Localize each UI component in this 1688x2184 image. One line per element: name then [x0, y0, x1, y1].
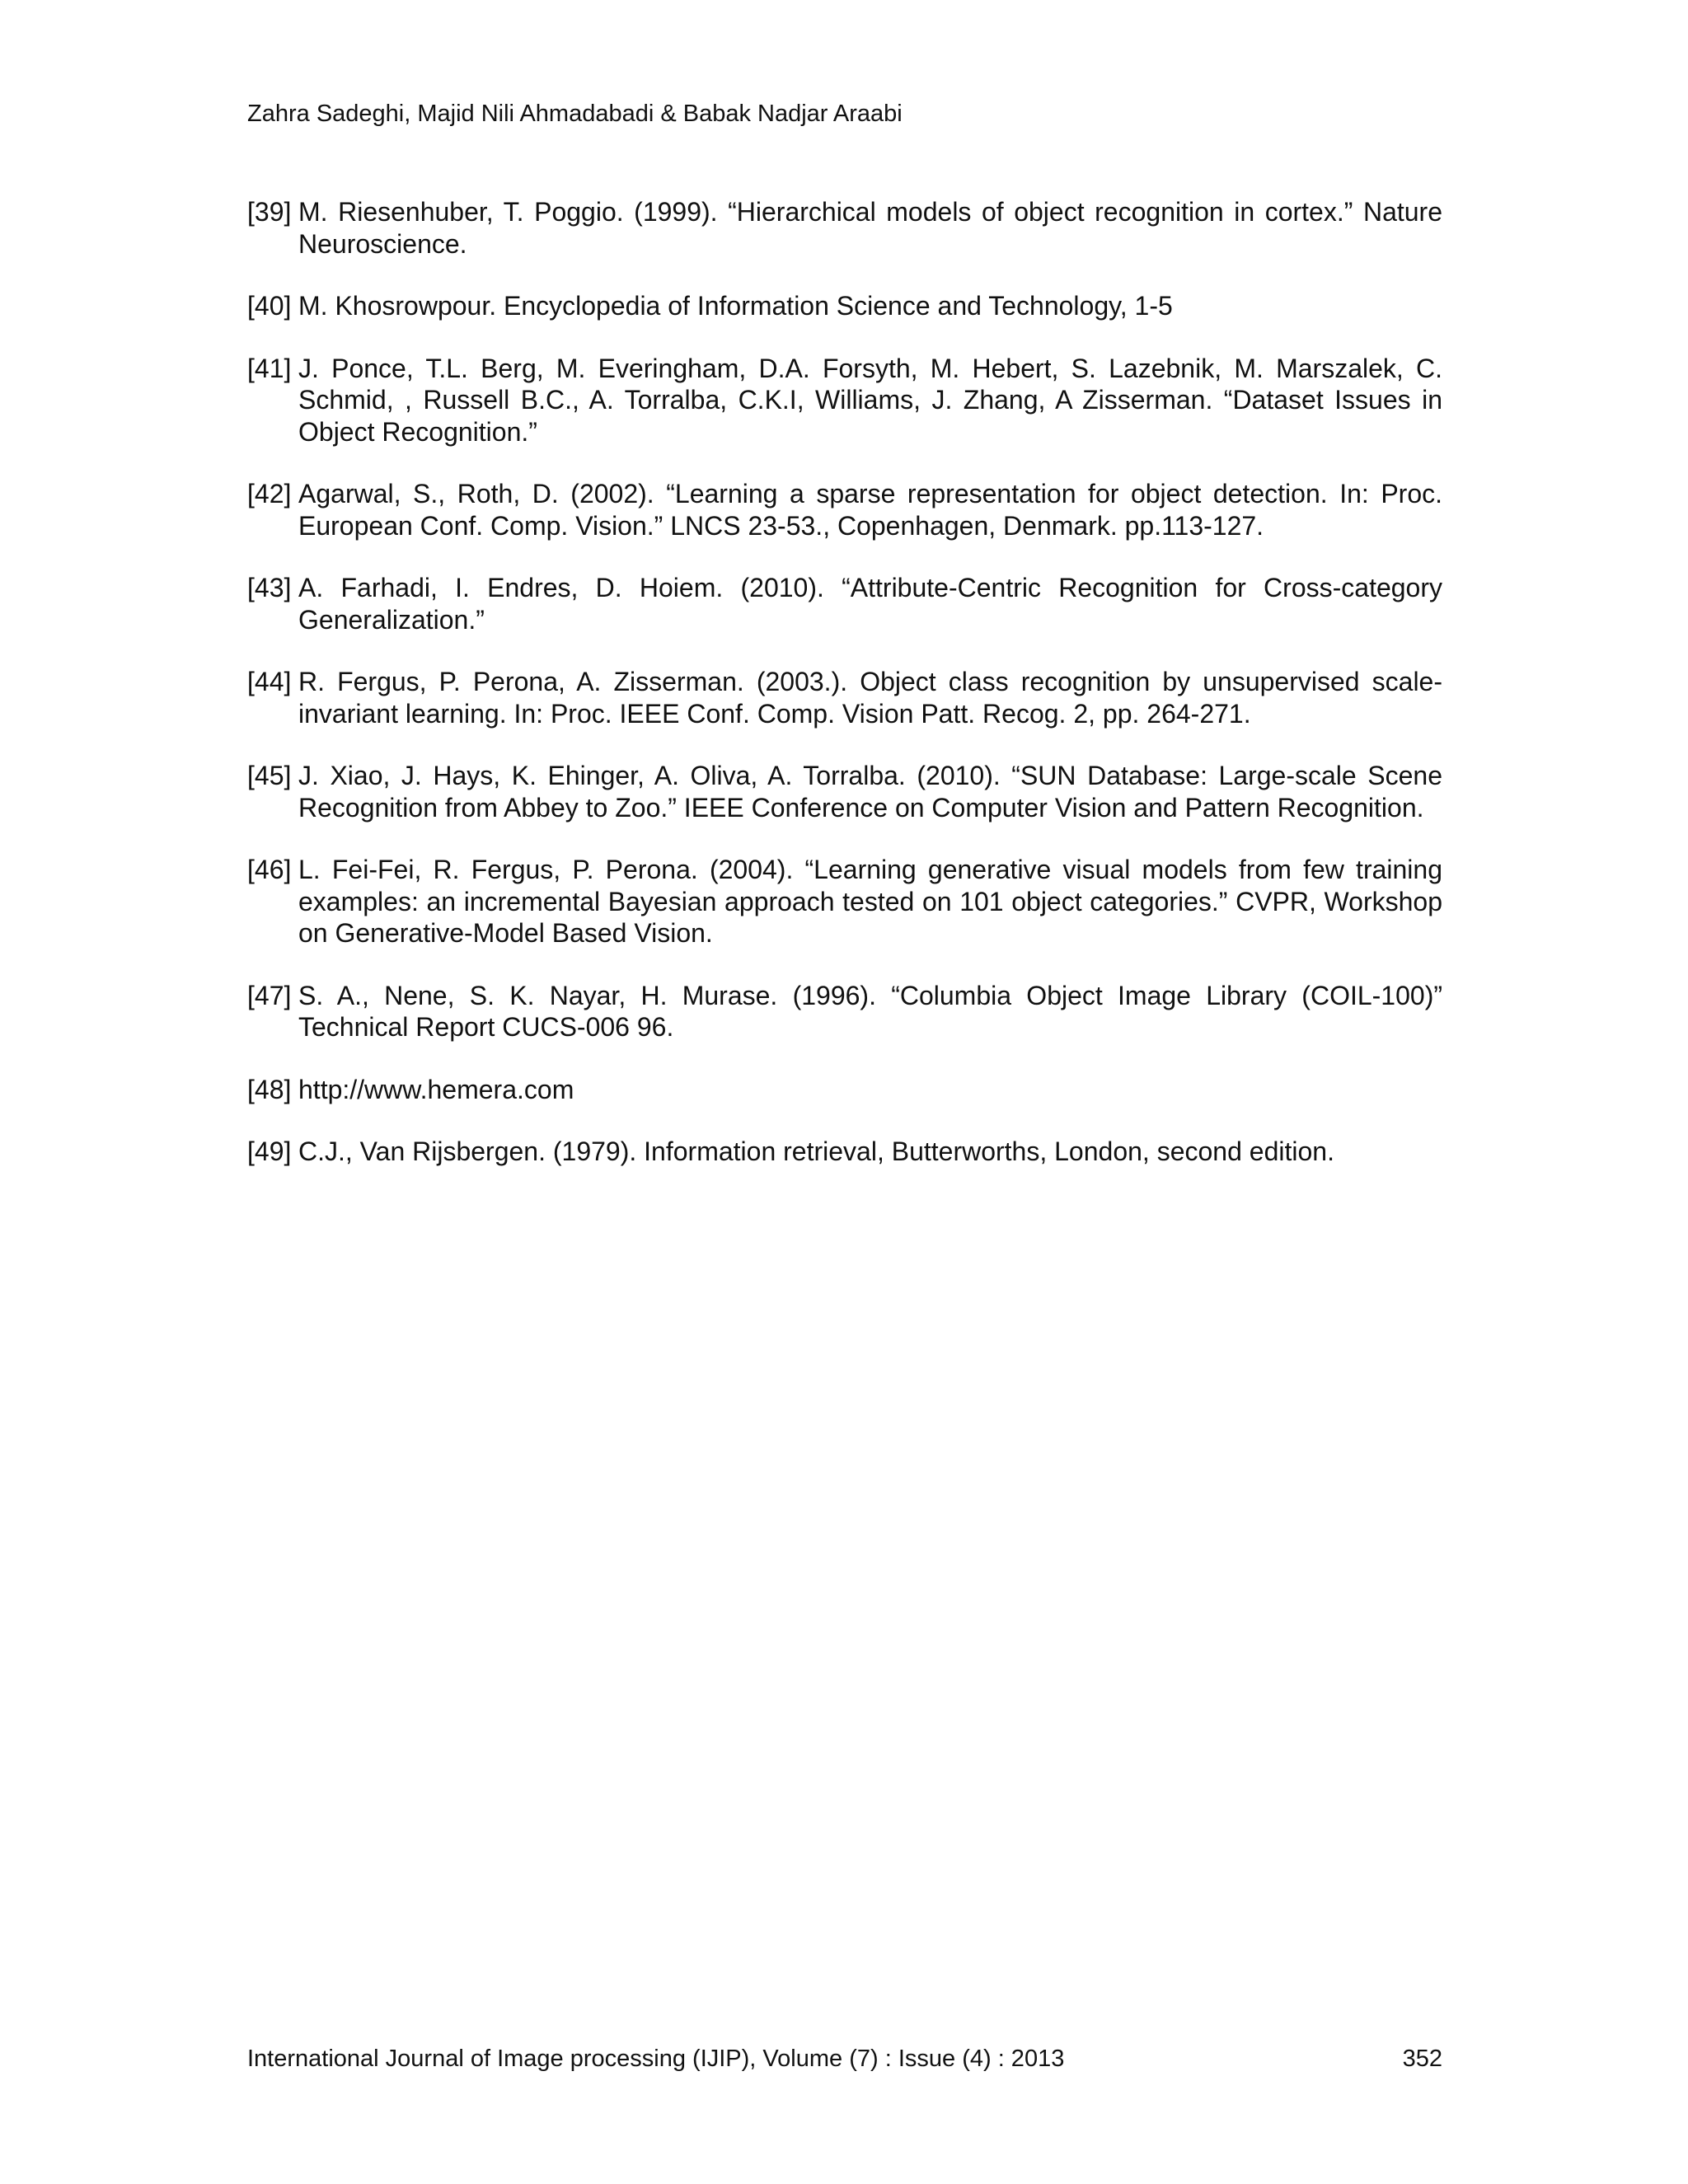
reference-text: L. Fei-Fei, R. Fergus, P. Perona. (2004). “Learning generative visual models from few training examples: an incremental Bayesian approach tested on 101 object categories.” CVPR, Workshop on Generative-Model Based Vision.: [298, 855, 1442, 948]
reference-list: [247, 196, 1442, 1198]
reference-item: [247, 854, 1442, 949]
reference-number: [47]: [247, 980, 292, 1010]
reference-item: [247, 290, 1442, 322]
reference-item: [247, 196, 1442, 260]
reference-number: [48]: [247, 1074, 292, 1104]
reference-item: [247, 353, 1442, 448]
reference-number: [42]: [247, 479, 292, 509]
reference-number: [46]: [247, 855, 292, 884]
reference-item: [247, 572, 1442, 635]
page-number: 352: [1402, 2046, 1442, 2072]
reference-text: M. Khosrowpour. Encyclopedia of Information Science and Technology, 1-5: [298, 291, 1173, 321]
reference-number: [44]: [247, 667, 292, 696]
footer-journal-info: International Journal of Image processing (IJIP), Volume (7) : Issue (4) : 2013: [247, 2046, 1065, 2072]
running-footer: [247, 2042, 1442, 2075]
reference-text: R. Fergus, P. Perona, A. Zisserman. (2003.). Object class recognition by unsupervised scale-invariant learning. In: Proc. IEEE Conf. Comp. Vision Patt. Recog. 2, pp. 264-271.: [298, 667, 1442, 729]
reference-item: [247, 1074, 1442, 1106]
reference-text: A. Farhadi, I. Endres, D. Hoiem. (2010). “Attribute-Centric Recognition for Cross-category Generalization.”: [298, 573, 1442, 635]
reference-text: J. Ponce, T.L. Berg, M. Everingham, D.A. Forsyth, M. Hebert, S. Lazebnik, M. Marszalek, C. Schmid, , Russell B.C., A. Torralba, C.K.I, Williams, J. Zhang, A Zisserman. “Dataset Issues in Object Recognition.”: [298, 353, 1442, 447]
reference-text: J. Xiao, J. Hays, K. Ehinger, A. Oliva, A. Torralba. (2010). “SUN Database: Large-scale Scene Recognition from Abbey to Zoo.” IEEE Conference on Computer Vision and Pattern Recognition.: [298, 761, 1442, 823]
reference-text: S. A., Nene, S. K. Nayar, H. Murase. (1996). “Columbia Object Image Library (COIL-100)” Technical Report CUCS-006 96.: [298, 980, 1442, 1042]
reference-text: M. Riesenhuber, T. Poggio. (1999). “Hierarchical models of object recognition in cortex.” Nature Neuroscience.: [298, 197, 1442, 259]
reference-number: [41]: [247, 353, 292, 383]
reference-number: [49]: [247, 1137, 292, 1166]
reference-number: [39]: [247, 197, 292, 227]
reference-item: [247, 1136, 1442, 1168]
reference-item: [247, 760, 1442, 823]
reference-item: [247, 478, 1442, 541]
reference-number: [43]: [247, 573, 292, 602]
reference-number: [45]: [247, 761, 292, 790]
reference-item: [247, 980, 1442, 1043]
reference-text: C.J., Van Rijsbergen. (1979). Information retrieval, Butterworths, London, second edition.: [298, 1137, 1334, 1166]
reference-text: Agarwal, S., Roth, D. (2002). “Learning a sparse representation for object detection. In: Proc. European Conf. Comp. Vision.” LNCS 23-53., Copenhagen, Denmark. pp.113-127.: [298, 479, 1442, 541]
running-header-authors: Zahra Sadeghi, Majid Nili Ahmadabadi & Babak Nadjar Araabi: [247, 101, 903, 127]
reference-number: [40]: [247, 291, 292, 321]
reference-item: [247, 666, 1442, 729]
reference-text-url: http://www.hemera.com: [298, 1074, 574, 1104]
